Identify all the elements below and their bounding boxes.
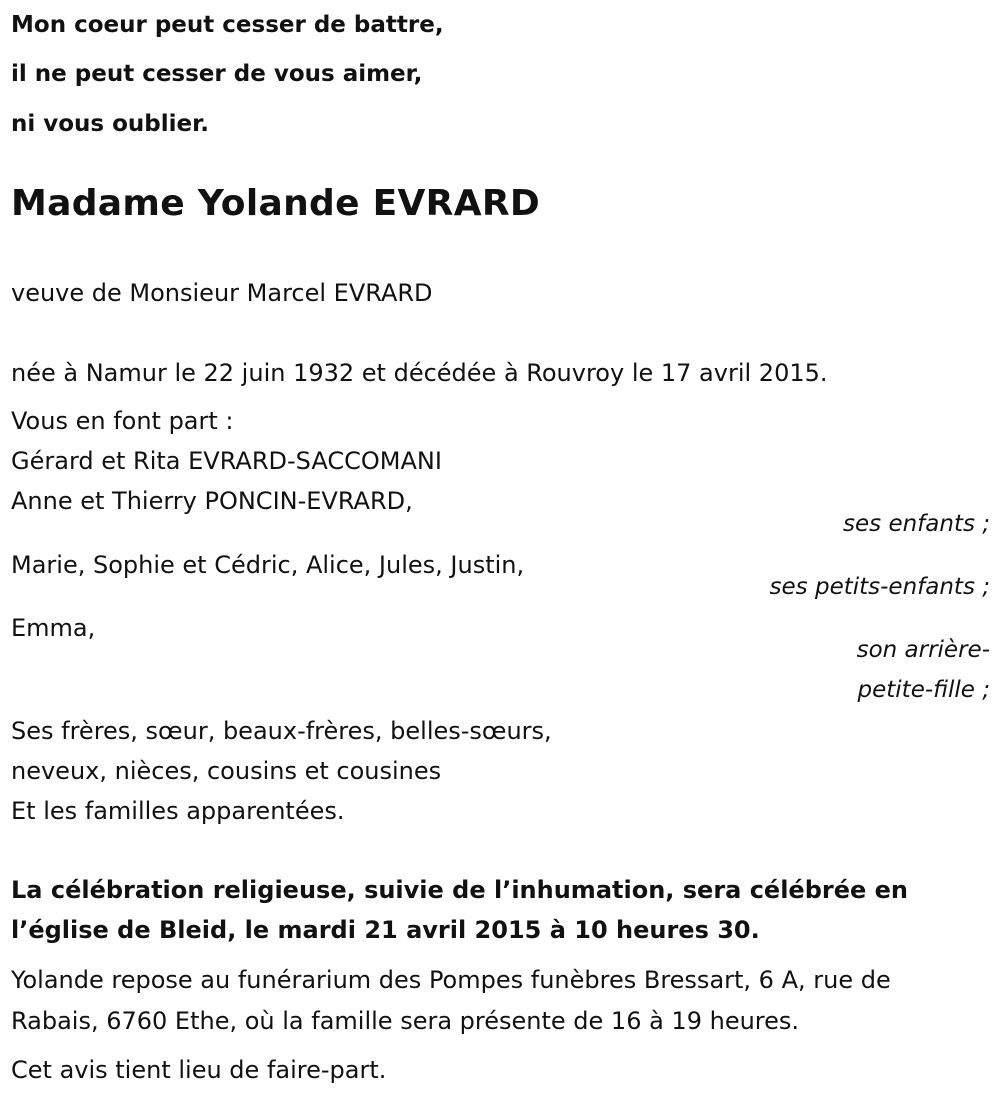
grandchildren: Marie, Sophie et Cédric, Alice, Jules, Justin, bbox=[11, 551, 525, 579]
relatives-2: neveux, nièces, cousins et cousines bbox=[11, 757, 442, 785]
great-grandchild: Emma, bbox=[11, 614, 96, 642]
deceased-name: Madame Yolande EVRARD bbox=[11, 183, 541, 224]
poem-line-2: il ne peut cesser de vous aimer, bbox=[11, 61, 423, 87]
relatives-3: Et les familles apparentées. bbox=[11, 797, 345, 825]
announce: Vous en font part : bbox=[11, 407, 234, 435]
closing: Cet avis tient lieu de faire-part. bbox=[11, 1056, 387, 1084]
poem-line-1: Mon coeur peut cesser de battre, bbox=[11, 12, 444, 38]
rest-line-2: Rabais, 6760 Ethe, où la famille sera présente de 16 à 19 heures. bbox=[11, 1007, 800, 1035]
grandchildren-role: ses petits-enfants ; bbox=[769, 574, 990, 600]
rest-line-1: Yolande repose au funérarium des Pompes funèbres Bressart, 6 A, rue de bbox=[11, 966, 891, 994]
great-grandchild-role-1: son arrière- bbox=[856, 637, 990, 663]
birth-death: née à Namur le 22 juin 1932 et décédée à Rouvroy le 17 avril 2015. bbox=[11, 359, 828, 387]
poem-line-3: ni vous oublier. bbox=[11, 111, 209, 137]
ceremony-line-1: La célébration religieuse, suivie de l’inhumation, sera célébrée en bbox=[11, 876, 908, 904]
great-grandchild-role-2: petite-fille ; bbox=[857, 677, 990, 703]
ceremony-line-2: l’église de Bleid, le mardi 21 avril 2015 à 10 heures 30. bbox=[11, 916, 760, 944]
widow-of: veuve de Monsieur Marcel EVRARD bbox=[11, 279, 433, 307]
child-2: Anne et Thierry PONCIN-EVRARD, bbox=[11, 487, 413, 515]
child-1: Gérard et Rita EVRARD-SACCOMANI bbox=[11, 447, 442, 475]
children-role: ses enfants ; bbox=[843, 511, 990, 537]
relatives-1: Ses frères, sœur, beaux-frères, belles-sœurs, bbox=[11, 717, 552, 745]
